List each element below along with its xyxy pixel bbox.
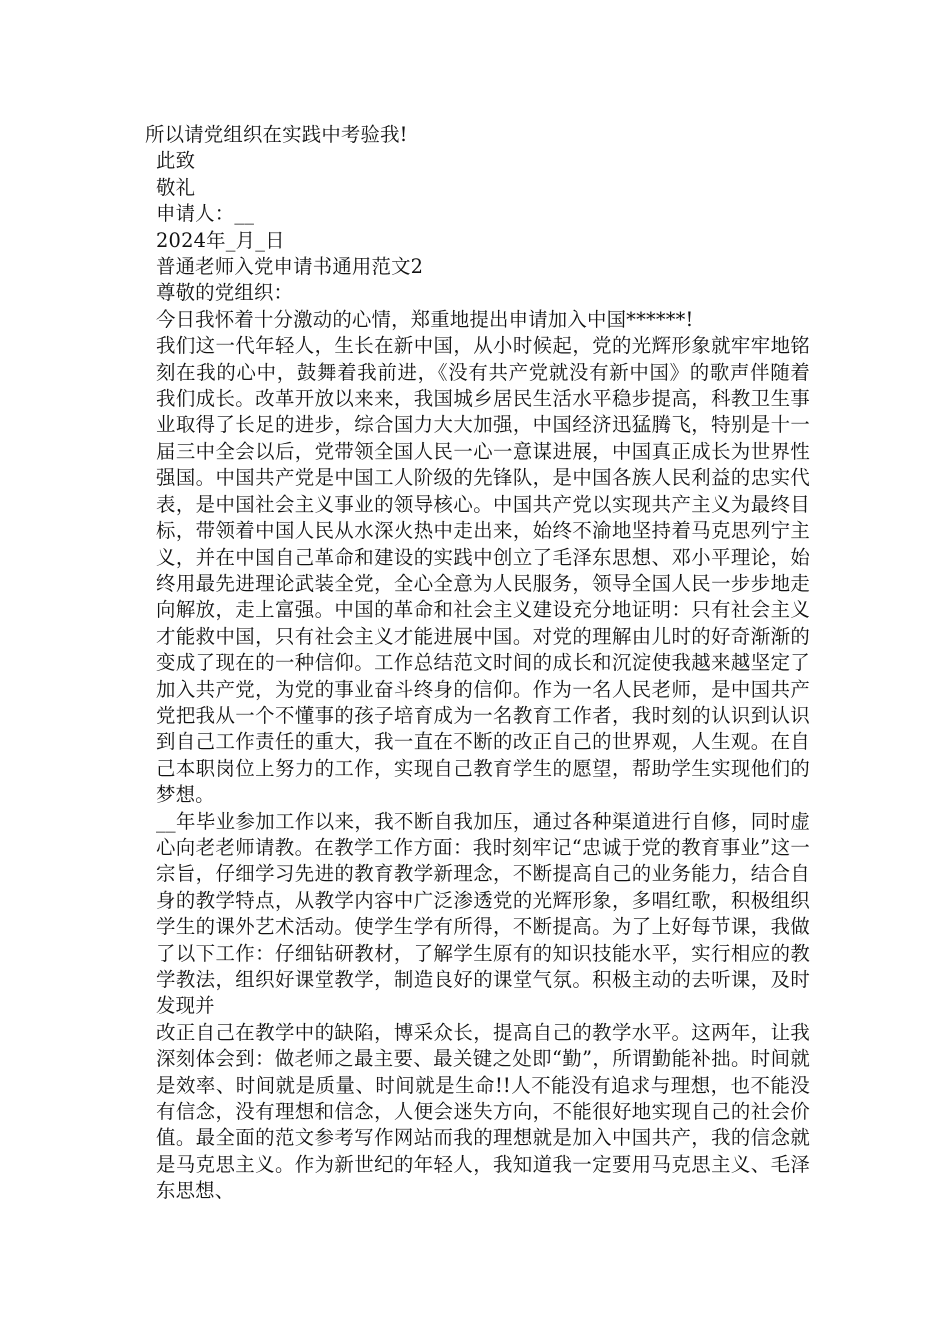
paragraph: __年毕业参加工作以来，我不断自我加压，通过各种渠道进行自修，同时虚心向老老师请教。在教学工作方面：我时刻牢记“忠诚于党的教育事业”这一宗旨，仔细学习先进的教育教学新理念，不断提高自己的业务能力，结合自身的教学特点，从教学内容中广泛渗透党的光辉形象，多唱红歌，积极组织学生的课外艺术活动。使学生学有所得，不断提高。为了上好每节课，我做了以下工作：仔细钻研教材，了解学生原有的知识技能水平，实行相应的教学教法，组织好课堂教学，制造良好的课堂气氛。积极主动的去听课，及时发现并 bbox=[156, 809, 810, 1018]
closing-regards: 敬礼 bbox=[156, 175, 196, 199]
opening-sentence: 今日我怀着十分激动的心情，郑重地提出申请加入中国******! bbox=[156, 307, 694, 331]
greeting: 尊敬的党组织： bbox=[156, 281, 294, 305]
paragraph: 我们这一代年轻人，生长在新中国，从小时候起，党的光辉形象就牢牢地铭刻在我的心中，鼓舞着我前进，《没有共产党就没有新中国》的歌声伴随着我们成长。改革开放以来来，我国城乡居民生活水平稳步提高，科教卫生事业取得了长足的进步，综合国力大大加强，中国经济迅猛腾飞，特别是十一届三中全会以后，党带领全国人民一心一意谋进展，中国真正成长为世界性强国。中国共产党是中国工人阶级的先锋队，是中国各族人民利益的忠实代表，是中国社会主义事业的领导核心。中国共产党以实现共产主义为最终目标，带领着中国人民从水深火热中走出来，始终不渝地坚持着马克思列宁主义，并在中国自己革命和建设的实践中创立了毛泽东思想、邓小平理论，始终用最先进理论武装全党，全心全意为人民服务，领导全国人民一步步地走向解放，走上富强。中国的革命和社会主义建设充分地证明：只有社会主义才能救中国，只有社会主义才能进展中国。对党的理解由儿时的好奇渐渐的变成了现在的一种信仰。工作总结范文时间的成长和沉淀使我越来越坚定了加入共产党，为党的事业奋斗终身的信仰。作为一名人民老师，是中国共产党把我从一个不懂事的孩子培育成为一名教育工作者，我时刻的认识到认识到自己工作责任的重大，我一直在不断的改正自己的世界观，人生观。在自己本职岗位上努力的工作，实现自己教育学生的愿望，帮助学生实现他们的梦想。 bbox=[156, 334, 810, 807]
closing-salutation: 此致 bbox=[156, 149, 196, 173]
section-title: 普通老师入党申请书通用范文2 bbox=[156, 255, 424, 279]
date-line: 2024年_月_日 bbox=[156, 228, 285, 252]
applicant-line: 申请人：__ bbox=[156, 202, 255, 226]
text-line: 所以请党组织在实践中考验我! bbox=[145, 123, 408, 146]
document-body bbox=[145, 122, 810, 1205]
paragraph: 改正自己在教学中的缺陷，博采众长，提高自己的教学水平。这两年，让我深刻体会到：做老师之最主要、最关键之处即“勤”，所谓勤能补拙。时间就是效率、时间就是质量、时间就是生命!!人不能没有追求与理想，也不能没有信念，没有理想和信念，人便会迷失方向，不能很好地实现自己的社会价值。最全面的范文参考写作网站而我的理想就是加入中国共产，我的信念就是马克思主义。作为新世纪的年轻人，我知道我一定要用马克思主义、毛泽东思想、 bbox=[156, 1020, 810, 1203]
